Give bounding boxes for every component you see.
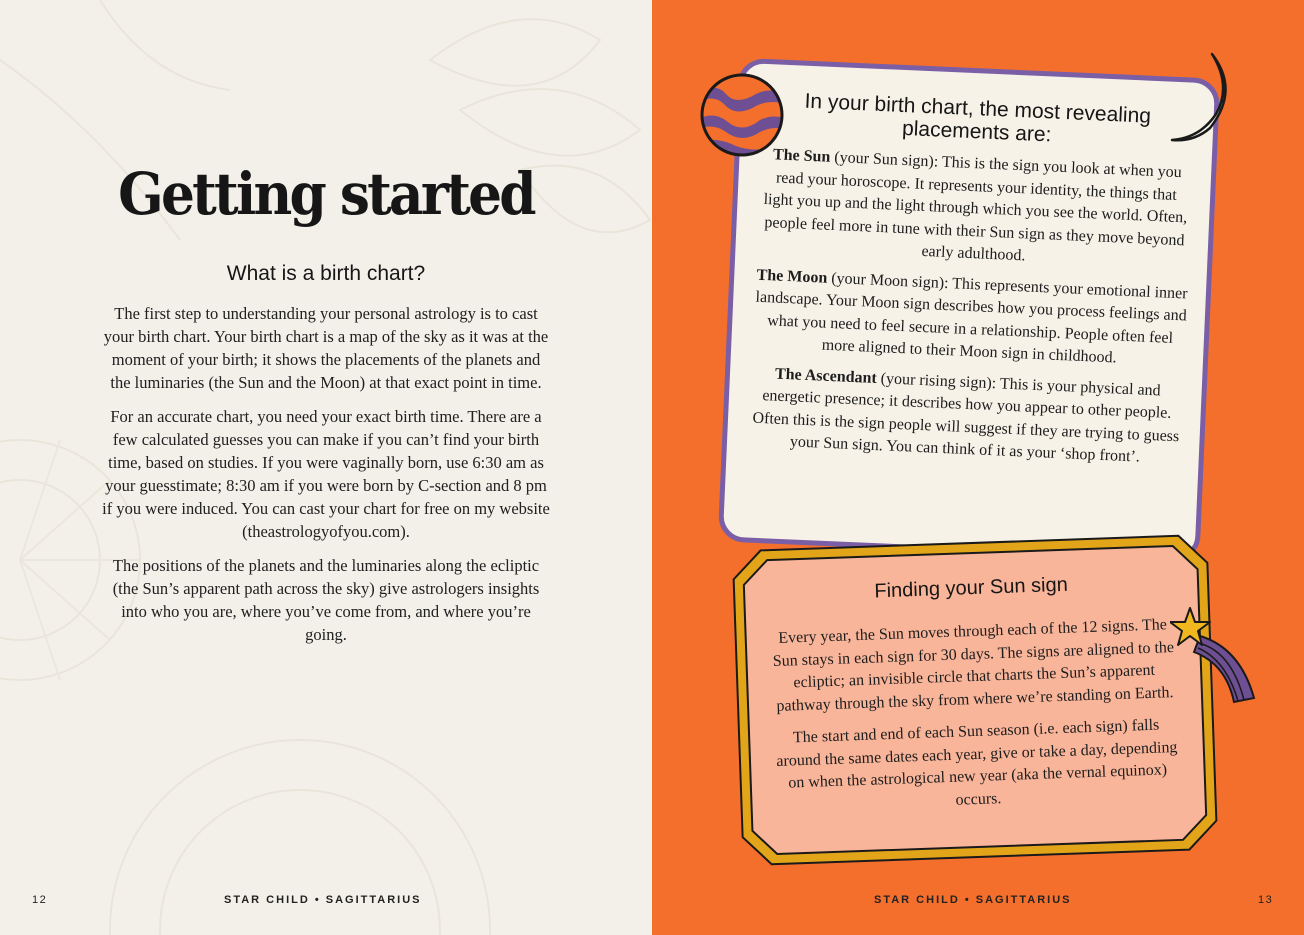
- placement-text: (your Moon sign): This represents your emotional inner landscape. Your Moon sign describes how you process feelings and what you need to feel secure in a relationship. People often feel more aligned to their Moon sign in childhood.: [755, 269, 1188, 367]
- page-number: 13: [1258, 894, 1274, 906]
- placement-term: The Sun: [772, 146, 831, 166]
- placement-ascendant: [749, 362, 1185, 471]
- placement-term: The Moon: [756, 266, 828, 287]
- planet-icon: [696, 72, 792, 158]
- right-page: [652, 0, 1304, 935]
- placement-text: (your Sun sign): This is the sign you look at when you read your horoscope. It represents your identity, the things that light you up and the light through which you see the world. Often, people feel more in tune with their Sun sign as they move beyond early adulthood.: [763, 148, 1188, 265]
- paragraph: The first step to understanding your personal astrology is to cast your birth chart. Your birth chart is a map of the sky as it was at the moment of your birth; it shows the placements of the planets and the luminaries (the Sun and the Moon) at that exact point in time.: [103, 304, 549, 392]
- paragraph: For an accurate chart, you need your exact birth time. There are a few calculated guesses you can make if you can’t find your birth time, based on studies. If you were vaginally born, use 6:30 am as your guesstimate; 8:30 am if you were born by C-section and 8 pm if you were induced. You can cast your chart for free on my website (theastrologyofyou.com).: [102, 407, 550, 541]
- card-heading: Finding your Sun sign: [874, 573, 1069, 603]
- running-footer: STAR CHILD • SAGITTARIUS: [874, 894, 1072, 906]
- placements-card: [718, 58, 1221, 563]
- sun-sign-card: [724, 527, 1225, 874]
- page-title: Getting started: [118, 160, 534, 228]
- paragraph: The start and end of each Sun season (i.e. each sign) falls around the same dates each year, give or take a day, depending on when the astrological new year (aka the vernal equinox) occurs.: [776, 716, 1178, 809]
- placement-sun: [757, 144, 1193, 275]
- placement-term: The Ascendant: [774, 365, 878, 387]
- section-heading: What is a birth chart?: [226, 262, 426, 285]
- shooting-star-icon: [1170, 598, 1260, 708]
- placement-text: (your rising sign): This is your physical and energetic presence; it describes how you appear to other people. Often this is the sign people will suggest if they are trying to guess your Sun sign. You can think of it as your ‘shop front’.: [752, 369, 1180, 466]
- body-text: [100, 302, 552, 657]
- page-number: 12: [32, 894, 48, 906]
- placement-moon: [753, 264, 1189, 373]
- paragraph: The positions of the planets and the luminaries along the ecliptic (the Sun’s apparent path across the sky) give astrologers insights into who you are, where you’ve come from, and where you’re going.: [112, 556, 540, 644]
- card-heading: In your birth chart, the most revealing placements are:: [804, 89, 1152, 147]
- crescent-moon-icon: [1160, 50, 1250, 150]
- running-footer: STAR CHILD • SAGITTARIUS: [224, 894, 422, 906]
- paragraph: Every year, the Sun moves through each of the 12 signs. The Sun stays in each sign for 30 days. The signs are aligned to the ecliptic; an invisible circle that charts the Sun’s apparent pathway through the sky from where we’re standing on Earth.: [772, 616, 1175, 715]
